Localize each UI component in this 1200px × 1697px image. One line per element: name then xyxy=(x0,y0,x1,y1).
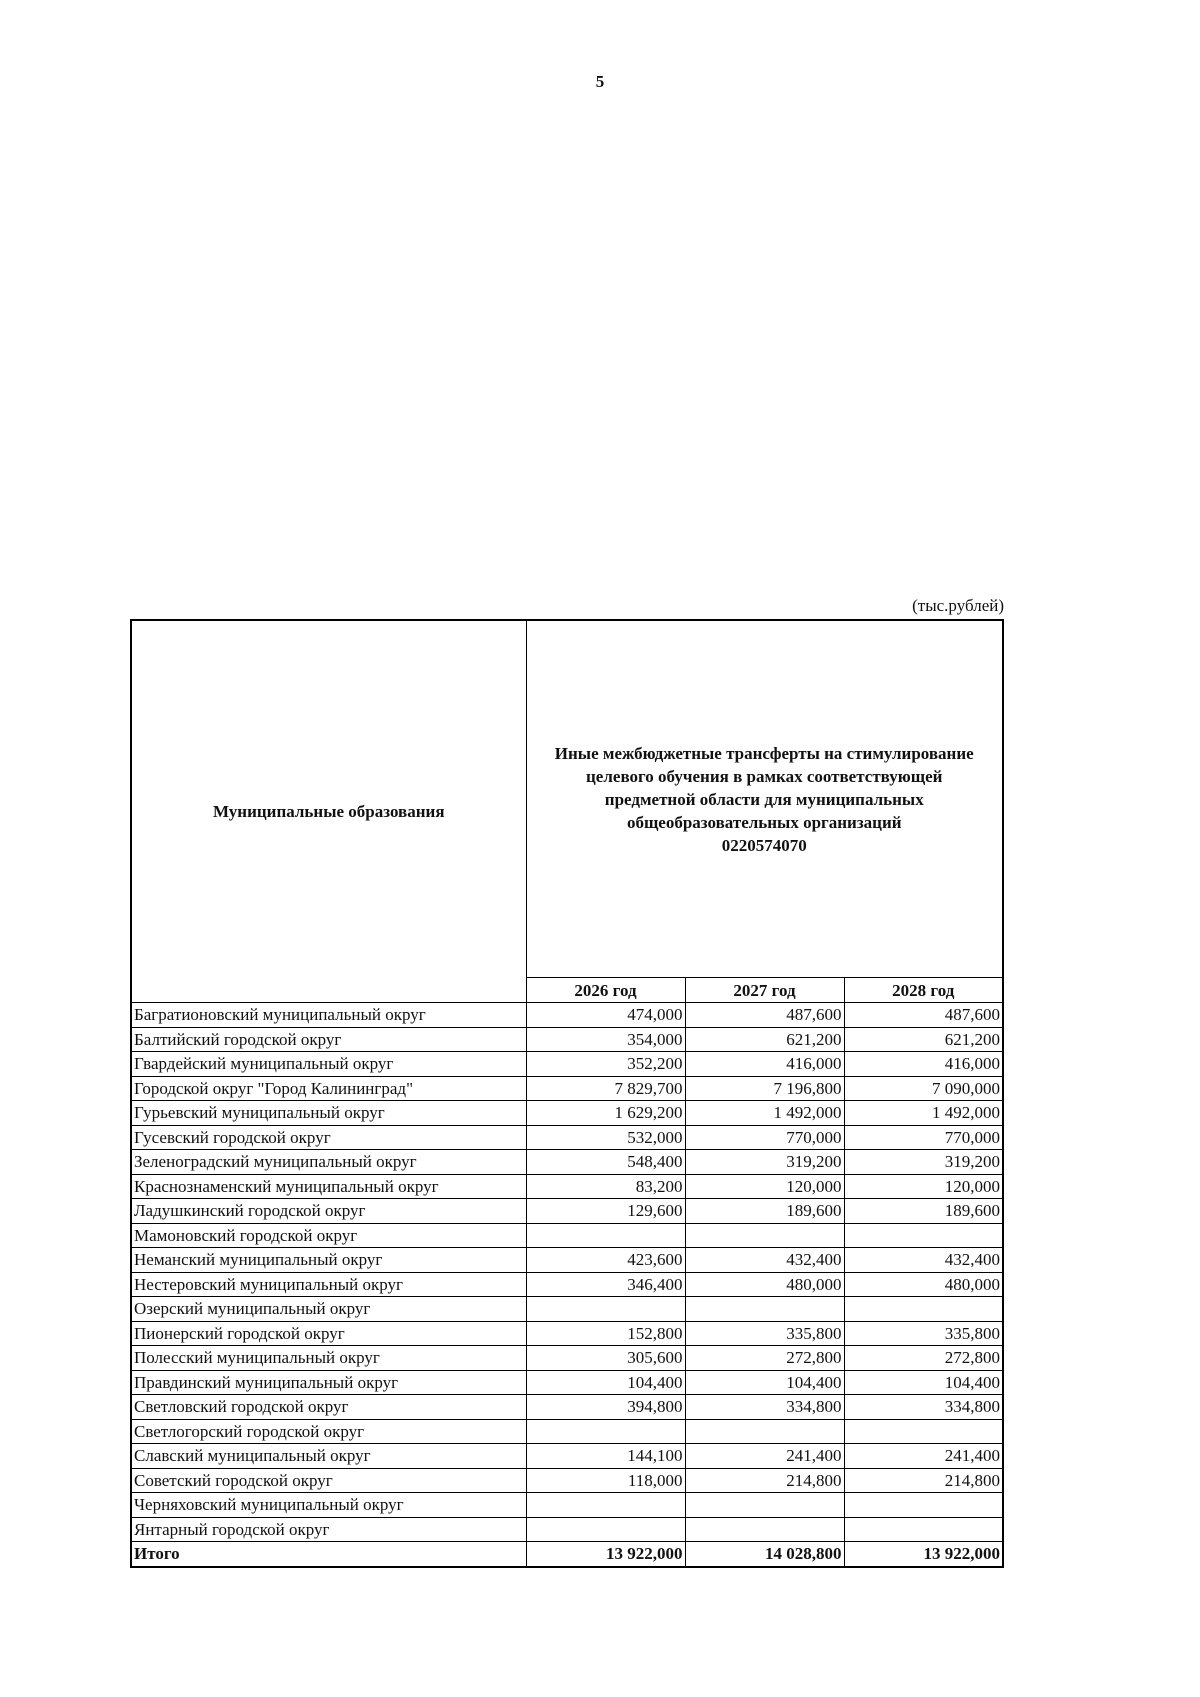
table-row xyxy=(131,1370,1003,1395)
table-row xyxy=(131,1174,1003,1199)
header-line: целевого обучения в рамках соответствующей xyxy=(586,766,943,786)
value-2026: 394,800 xyxy=(526,1395,685,1420)
value-2026: 83,200 xyxy=(526,1174,685,1199)
value-2026: 7 829,700 xyxy=(526,1076,685,1101)
table-row xyxy=(131,1321,1003,1346)
municipality-name: Неманский муниципальный округ xyxy=(131,1248,526,1273)
value-2026 xyxy=(526,1493,685,1518)
table-row xyxy=(131,1444,1003,1469)
value-2026: 129,600 xyxy=(526,1199,685,1224)
table-row xyxy=(131,1052,1003,1077)
year-2027-header: 2027 год xyxy=(685,978,844,1003)
value-2028: 770,000 xyxy=(844,1125,1003,1150)
municipality-name: Пионерский городской округ xyxy=(131,1321,526,1346)
table-row xyxy=(131,1125,1003,1150)
value-2028: 189,600 xyxy=(844,1199,1003,1224)
value-2027: 189,600 xyxy=(685,1199,844,1224)
value-2027: 416,000 xyxy=(685,1052,844,1077)
municipality-name: Зеленоградский муниципальный округ xyxy=(131,1150,526,1175)
value-2027: 621,200 xyxy=(685,1027,844,1052)
value-2026 xyxy=(526,1223,685,1248)
value-2028: 334,800 xyxy=(844,1395,1003,1420)
value-2028 xyxy=(844,1493,1003,1518)
table-row xyxy=(131,1419,1003,1444)
value-2027: 214,800 xyxy=(685,1468,844,1493)
value-2028: 241,400 xyxy=(844,1444,1003,1469)
value-2028: 120,000 xyxy=(844,1174,1003,1199)
value-2027 xyxy=(685,1223,844,1248)
value-2027: 480,000 xyxy=(685,1272,844,1297)
value-2026: 152,800 xyxy=(526,1321,685,1346)
table-row xyxy=(131,1199,1003,1224)
value-2028 xyxy=(844,1223,1003,1248)
value-2027: 1 492,000 xyxy=(685,1101,844,1126)
value-2026 xyxy=(526,1517,685,1542)
municipality-name: Правдинский муниципальный округ xyxy=(131,1370,526,1395)
table-row xyxy=(131,1150,1003,1175)
table-row xyxy=(131,1223,1003,1248)
municipality-name: Гвардейский муниципальный округ xyxy=(131,1052,526,1077)
value-2027: 334,800 xyxy=(685,1395,844,1420)
value-2028 xyxy=(844,1419,1003,1444)
municipality-name: Гурьевский муниципальный округ xyxy=(131,1101,526,1126)
value-2026: 352,200 xyxy=(526,1052,685,1077)
table-row xyxy=(131,1076,1003,1101)
value-2026: 354,000 xyxy=(526,1027,685,1052)
table-row xyxy=(131,1101,1003,1126)
value-2027: 272,800 xyxy=(685,1346,844,1371)
municipality-name: Краснознаменский муниципальный округ xyxy=(131,1174,526,1199)
table-row xyxy=(131,1493,1003,1518)
value-2028: 104,400 xyxy=(844,1370,1003,1395)
municipality-name: Городской округ "Город Калининград" xyxy=(131,1076,526,1101)
value-2026 xyxy=(526,1297,685,1322)
municipality-name: Советский городской округ xyxy=(131,1468,526,1493)
municipality-name: Багратионовский муниципальный округ xyxy=(131,1003,526,1028)
table-row xyxy=(131,1272,1003,1297)
value-2027: 335,800 xyxy=(685,1321,844,1346)
table-body xyxy=(131,1003,1003,1542)
table-row xyxy=(131,1003,1003,1028)
value-2026: 532,000 xyxy=(526,1125,685,1150)
value-2027 xyxy=(685,1517,844,1542)
value-2027: 120,000 xyxy=(685,1174,844,1199)
value-2026: 1 629,200 xyxy=(526,1101,685,1126)
header-line: общеобразовательных организаций xyxy=(626,812,902,832)
municipality-name: Черняховский муниципальный округ xyxy=(131,1493,526,1518)
header-line: предметной области для муниципальных xyxy=(604,789,924,809)
value-2027: 7 196,800 xyxy=(685,1076,844,1101)
value-2027: 319,200 xyxy=(685,1150,844,1175)
value-2028: 432,400 xyxy=(844,1248,1003,1273)
value-2027: 241,400 xyxy=(685,1444,844,1469)
table-header-row xyxy=(131,620,1003,978)
value-2028: 335,800 xyxy=(844,1321,1003,1346)
table-row xyxy=(131,1346,1003,1371)
budget-code: 0220574070 xyxy=(721,835,807,855)
value-2028: 487,600 xyxy=(844,1003,1003,1028)
transfers-column-header xyxy=(526,620,1003,978)
municipalities-column-header: Муниципальные образования xyxy=(131,620,526,1003)
year-2028-header: 2028 год xyxy=(844,978,1003,1003)
value-2026: 346,400 xyxy=(526,1272,685,1297)
municipality-name: Гусевский городской округ xyxy=(131,1125,526,1150)
table-row xyxy=(131,1248,1003,1273)
total-row xyxy=(131,1542,1003,1567)
municipality-name: Озерский муниципальный округ xyxy=(131,1297,526,1322)
municipality-name: Янтарный городской округ xyxy=(131,1517,526,1542)
value-2026: 548,400 xyxy=(526,1150,685,1175)
table-row xyxy=(131,1027,1003,1052)
value-2028: 272,800 xyxy=(844,1346,1003,1371)
value-2026: 104,400 xyxy=(526,1370,685,1395)
table-row xyxy=(131,1517,1003,1542)
units-label: (тыс.рублей) xyxy=(912,596,1004,615)
value-2026: 305,600 xyxy=(526,1346,685,1371)
table-row xyxy=(131,1395,1003,1420)
value-2028: 480,000 xyxy=(844,1272,1003,1297)
municipality-name: Ладушкинский городской округ xyxy=(131,1199,526,1224)
page-number: 5 xyxy=(595,72,605,91)
value-2028 xyxy=(844,1297,1003,1322)
total-2028: 13 922,000 xyxy=(844,1542,1003,1567)
municipality-name: Полесский муниципальный округ xyxy=(131,1346,526,1371)
value-2026 xyxy=(526,1419,685,1444)
value-2027 xyxy=(685,1493,844,1518)
value-2028: 416,000 xyxy=(844,1052,1003,1077)
table-row xyxy=(131,1468,1003,1493)
transfers-table xyxy=(130,619,1004,1568)
value-2026: 144,100 xyxy=(526,1444,685,1469)
table-row xyxy=(131,1297,1003,1322)
value-2026: 423,600 xyxy=(526,1248,685,1273)
value-2026: 474,000 xyxy=(526,1003,685,1028)
value-2027 xyxy=(685,1297,844,1322)
value-2027: 432,400 xyxy=(685,1248,844,1273)
municipality-name: Светловский городской округ xyxy=(131,1395,526,1420)
value-2028: 214,800 xyxy=(844,1468,1003,1493)
value-2028 xyxy=(844,1517,1003,1542)
municipality-name: Светлогорский городской округ xyxy=(131,1419,526,1444)
value-2028: 7 090,000 xyxy=(844,1076,1003,1101)
municipality-name: Славский муниципальный округ xyxy=(131,1444,526,1469)
value-2028: 621,200 xyxy=(844,1027,1003,1052)
total-2027: 14 028,800 xyxy=(685,1542,844,1567)
value-2027: 104,400 xyxy=(685,1370,844,1395)
municipality-name: Балтийский городской округ xyxy=(131,1027,526,1052)
total-label: Итого xyxy=(131,1542,526,1567)
value-2027: 770,000 xyxy=(685,1125,844,1150)
value-2028: 319,200 xyxy=(844,1150,1003,1175)
municipality-name: Нестеровский муниципальный округ xyxy=(131,1272,526,1297)
value-2028: 1 492,000 xyxy=(844,1101,1003,1126)
value-2027: 487,600 xyxy=(685,1003,844,1028)
value-2027 xyxy=(685,1419,844,1444)
value-2026: 118,000 xyxy=(526,1468,685,1493)
municipality-name: Мамоновский городской округ xyxy=(131,1223,526,1248)
year-2026-header: 2026 год xyxy=(526,978,685,1003)
header-line: Иные межбюджетные трансферты на стимулирование xyxy=(554,743,974,763)
total-2026: 13 922,000 xyxy=(526,1542,685,1567)
